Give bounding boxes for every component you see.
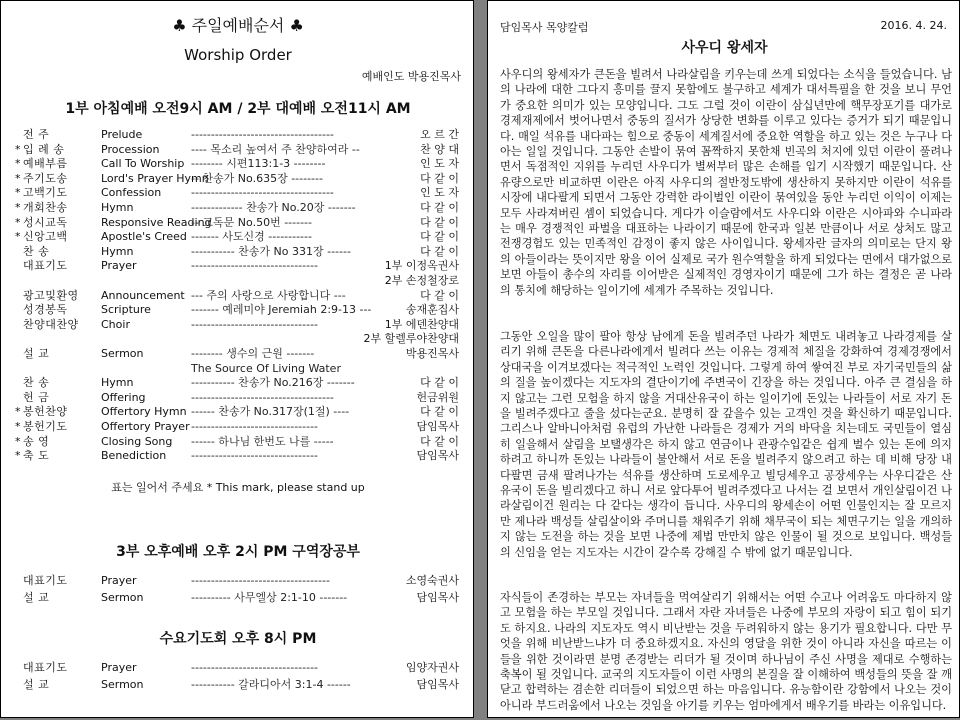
item-english: Offering xyxy=(101,390,146,404)
item-leader: 다 같 이 xyxy=(420,201,459,214)
item-detail: ----------- 찬송가 No 331장 ------ xyxy=(191,244,351,258)
order-row xyxy=(15,331,463,346)
item-detail: ---- 목소리 높여서 주 찬양하여라 -- xyxy=(191,142,360,156)
item-korean: 성경봉독 xyxy=(23,303,68,317)
order-row xyxy=(15,273,463,288)
item-english: Benediction xyxy=(101,449,167,463)
item-leader: 1부 이정옥권사 xyxy=(384,259,459,273)
item-english: Lord's Prayer Hymn xyxy=(101,171,209,185)
page-title: ♣ 주일예배순서 ♣ xyxy=(172,16,304,35)
order-row xyxy=(15,171,463,186)
column-paragraph: 사우디의 왕세자가 큰돈을 빌려서 나라살림을 키우는데 쓰게 되었다는 소식을 들었습니다. 남의 나라에 대한 그다지 흥미를 끌지 못함에도 불구하고 세계가 대서특필을 한 것을 보니 무언가 중요한 의미가 있는 모양입니다. 그도 그럴 것이 이란이 삼십년만에 핵무장포기를 대가로 경제재제에서 벗어나면서 중동의 질서가 상당한 변화를 이루고 있다는 증거가 되기 때문입니다. 매일 석유를 내다파는 힘으로 중동이 세계질서에 중요한 역할을 하고 있는 것은 누구나 다 아는 일일 것입니다. 그동안 손발이 묶여 꼼짝하지 못한채 빈곡의 처지에 있던 이란이 풀려나면서 독점적인 지위를 누리던 사우디가 별써부터 많은 손해를 입기 시작했기 때문입니다. 산유량으로만 비교하면 이란은 아직 사우디의 절반정도밖에 생산하지 못하지만 이란이 석유를 시장에 내다팔게 되면서 그동안 강력한 라이벌인 이란이 묶여있을 동안 누리던 이익이 이제는 모두 사라져버린 셈이 되었습니다. 게다가 이슬람에서도 사우디와 이란은 시아파와 수니파라는 매우 경쟁적인 파벌을 대표하는 나라이기 때문에 한국과 일본 만큼이나 서로 상처도 많고 전쟁경험도 있는 민족적인 감정이 좋지 않은 사이입니다. 왕세자란 글자의 의미로는 단지 왕의 아들이라는 뜻이지만 왕을 이어 실제로 국가 원수역할을 하게 되었다는 면에서 대가없으로 보면 아들이 총수의 자리를 이어받은 실제적인 경영자이기 때문에 그가 하는 결정은 곧 나라의 통치에 해당하는 일이기에 세계가 주목하는 것입니다. xyxy=(500,68,952,297)
item-leader: 다 같 이 xyxy=(420,244,459,258)
order-row xyxy=(15,419,463,434)
item-detail: -------------------------------- xyxy=(191,661,319,674)
order-row xyxy=(15,660,463,675)
stand-mark: * xyxy=(15,449,21,463)
item-english: Prayer xyxy=(101,259,137,273)
item-detail: -------- 생수의 근원 ------- xyxy=(191,347,315,360)
item-leader: 인 도 자 xyxy=(420,157,459,171)
order-row xyxy=(15,288,463,303)
stand-mark: * xyxy=(15,420,21,433)
order-row xyxy=(15,156,463,171)
stand-note: 표는 일어서 주세요 * This mark, please stand up xyxy=(111,481,365,494)
item-leader: 담임목사 xyxy=(416,449,459,463)
wednesday-service-heading: 수요기도회 오후 8시 PM xyxy=(159,631,317,647)
item-english: Offertory Prayer xyxy=(101,420,190,433)
item-korean: 개회찬송 xyxy=(23,201,68,214)
stand-mark: * xyxy=(15,171,21,185)
item-detail: ----------------------------------- xyxy=(191,574,330,587)
item-detail: The Source Of Living Water xyxy=(191,361,341,375)
order-row xyxy=(15,302,463,317)
item-korean: 전 주 xyxy=(23,128,50,141)
item-english: Offertory Hymn xyxy=(101,405,187,419)
order-row xyxy=(15,434,463,449)
item-leader: 인 도 자 xyxy=(420,186,459,200)
item-leader: 다 같 이 xyxy=(420,376,459,390)
order-row xyxy=(15,244,463,259)
item-leader: 담임목사 xyxy=(416,591,459,604)
item-english: Hymn xyxy=(101,376,134,390)
order-row xyxy=(15,573,463,588)
order-row xyxy=(15,185,463,200)
stand-mark: * xyxy=(15,142,21,156)
item-korean: 주기도송 xyxy=(23,171,68,185)
item-leader: 오 르 간 xyxy=(420,128,459,141)
order-row xyxy=(15,448,463,463)
stand-mark: * xyxy=(15,201,21,214)
item-leader: 2부 할렐루야찬양대 xyxy=(363,332,459,346)
item-detail: ----------- 갈라디아서 3:1-4 ------ xyxy=(191,678,351,691)
item-detail: ----------- 찬송가 No.216장 ------- xyxy=(191,376,355,390)
column-date: 2016. 4. 24. xyxy=(880,19,947,32)
item-detail: -------- 시편113:1-3 -------- xyxy=(191,157,326,171)
item-english: Apostle's Creed xyxy=(101,230,187,244)
worship-leader: 예배인도 박용진목사 xyxy=(361,70,461,83)
item-english: Call To Worship xyxy=(101,157,185,171)
item-leader: 1부 에덴찬양대 xyxy=(384,317,459,331)
item-leader: 2부 손정철장로 xyxy=(384,274,459,287)
item-korean: 신앙고백 xyxy=(23,230,68,244)
item-detail: -- 교독문 No.50번 ------- xyxy=(191,215,312,229)
item-korean: 찬 송 xyxy=(23,244,50,258)
item-leader: 박용진목사 xyxy=(405,347,459,360)
stand-mark: * xyxy=(15,157,21,171)
item-detail: -- 찬송가 No.635장 -------- xyxy=(191,171,323,185)
column-paragraph: 자식들이 존경하는 부모는 자녀들을 먹여살리기 위해서는 어떤 수고나 어려움도 마다하지 않고 모험을 하는 부모일 것입니다. 그래서 자란 자녀들은 나중에 부모의 자랑이 되고 힘이 되기도 하지요. 나라의 지도자도 역시 비난받는 것을 두려워하지 않는 용기가 필요합니다. 다만 무엇을 위해 비난받느냐가 더 중요하겠지요. 자신의 영달을 위한 것이 아니라 자신을 따르는 이들을 위한 것이라면 분명 존경받는 리더가 될 것이며 하나님이 주신 사명을 제대로 수행하는 축복이 될 것입니다. 교국의 지도자들이 이런 사명의 본질을 잘 이해하여 백성들의 뜻을 잘 깨닫고 합력하는 겸손한 리더들이 되었으면 하는 마음입니다. 유능함이란 강함에서 나오는 것이 아니라 부드러움에서 나오는 것임을 아기를 키우는 엄마에게서 배우기를 바라는 이유입니다. xyxy=(500,591,952,712)
item-detail: ------- 사도신경 ----------- xyxy=(191,230,312,244)
item-detail: ------ 하나님 한번도 나를 ----- xyxy=(191,434,334,448)
item-leader: 다 같 이 xyxy=(420,230,459,244)
item-detail: ------ 찬송가 No.317장(1절) ---- xyxy=(191,405,350,419)
item-leader: 소영숙권사 xyxy=(405,574,459,587)
item-detail: ---------- 사무엘상 2:1-10 ------- xyxy=(191,591,348,604)
item-detail: ------- 예레미야 Jeremiah 2:9-13 --- xyxy=(191,303,372,317)
item-detail: -------------------------------- xyxy=(191,259,319,273)
item-english: Announcement xyxy=(101,288,185,302)
item-korean: 대표기도 xyxy=(23,574,68,587)
item-leader: 담임목사 xyxy=(416,678,459,691)
column-name: 담임목사 목양칼럼 xyxy=(500,21,589,34)
worship-order-page xyxy=(0,0,474,718)
order-row xyxy=(15,215,463,230)
pastor-column-page xyxy=(487,0,960,718)
item-korean: 봉헌찬양 xyxy=(23,405,68,419)
item-english: Responsive Reading xyxy=(101,215,212,229)
order-row xyxy=(15,229,463,244)
item-english: Hymn xyxy=(101,201,134,214)
item-leader: 다 같 이 xyxy=(420,171,459,185)
item-korean: 예배부름 xyxy=(23,157,68,171)
item-detail: ------------------------------------ xyxy=(191,390,334,404)
item-korean: 찬 송 xyxy=(23,376,50,390)
item-korean: 설 교 xyxy=(23,678,50,691)
column-title: 사우디 왕세자 xyxy=(681,40,768,56)
order-row xyxy=(15,317,463,332)
item-korean: 광고및환영 xyxy=(23,288,79,302)
order-row xyxy=(15,346,463,361)
item-leader: 다 같 이 xyxy=(420,288,459,302)
item-korean: 설 교 xyxy=(23,591,50,604)
order-row xyxy=(15,361,463,376)
order-row xyxy=(15,375,463,390)
item-korean: 축 도 xyxy=(23,449,50,463)
afternoon-service-heading: 3부 오후예배 오후 2시 PM 구역장공부 xyxy=(116,544,360,560)
item-korean: 찬양대찬양 xyxy=(23,317,79,331)
item-korean: 봉헌기도 xyxy=(23,420,68,433)
item-korean: 고백기도 xyxy=(23,186,68,200)
item-english: Closing Song xyxy=(101,434,173,448)
item-leader: 찬 양 대 xyxy=(420,142,459,156)
stand-mark: * xyxy=(15,215,21,229)
item-korean: 대표기도 xyxy=(23,259,68,273)
item-english: Prayer xyxy=(101,661,137,674)
order-row xyxy=(15,590,463,605)
order-row xyxy=(15,142,463,157)
item-leader: 다 같 이 xyxy=(420,405,459,419)
item-leader: 송재훈집사 xyxy=(405,303,459,317)
item-detail: ------------------------------------ xyxy=(191,186,334,200)
item-english: Scripture xyxy=(101,303,151,317)
page-subtitle: Worship Order xyxy=(184,46,292,64)
item-english: Sermon xyxy=(101,347,144,360)
stand-mark: * xyxy=(15,405,21,419)
item-detail: -------------------------------- xyxy=(191,420,319,433)
item-detail: -------------------------------- xyxy=(191,449,319,463)
order-row xyxy=(15,404,463,419)
item-leader: 임양자권사 xyxy=(405,661,459,674)
item-korean: 입 례 송 xyxy=(23,142,65,156)
item-leader: 헌금위원 xyxy=(416,390,459,404)
item-leader: 다 같 이 xyxy=(420,215,459,229)
item-korean: 헌 금 xyxy=(23,390,50,404)
order-row xyxy=(15,390,463,405)
item-detail: ------------------------------------ xyxy=(191,128,334,141)
stand-mark: * xyxy=(15,230,21,244)
order-row xyxy=(15,200,463,215)
order-row xyxy=(15,127,463,142)
item-english: Prayer xyxy=(101,574,137,587)
item-english: Hymn xyxy=(101,244,134,258)
morning-service-heading: 1부 아침예배 오전9시 AM / 2부 대예배 오전11시 AM xyxy=(65,101,411,117)
item-korean: 성시교독 xyxy=(23,215,68,229)
item-detail: --- 주의 사랑으로 사랑합니다 --- xyxy=(191,288,346,302)
item-detail: ------------- 찬송가 No.20장 ------- xyxy=(191,201,356,214)
item-english: Sermon xyxy=(101,678,144,691)
column-paragraph: 그동안 오일을 많이 팔아 항상 남에게 돈을 빌려주던 나라가 체면도 내려놓고 나라경제를 살리기 위해 큰돈을 다른나라에게서 빌려다 쓰는 이유는 경제적 체질을 강화하여 경제경쟁에서 상대국을 이겨보겠다는 적극적인 노력인 것입니다. 그렇게 하여 쌓여진 부로 자기국민들의 삶의 질을 높이겠다는 지도자의 결단이기에 주변국이 긴장을 하는 것입니다. 아주 큰 결심을 하지 않고는 그런 모험을 하지 않을 거대산유국이 하는 일이기에 돈있는 나라들이 서로 자기 돈을 빌려주겠다고 줄을 섰다는군요. 분명히 잘 갚을수 있는 고객인 것을 확신하기 때문입니다. 그리스나 알바니아처럼 유럽의 가난한 나라들은 경제가 거의 바닥을 치는데도 국민들이 열심히 일을해서 살림을 보탤생각은 하지 않고 연금이나 관광수입같은 쉽게 벌수 있는 돈에 의지하려고 하니까 돈있는 나라들이 불안해서 서로 돈을 빌려주지 않으려고 하는 데 비해 당장 내다팔면 금새 팔려나가는 석유를 생산하며 도로세우고 빌딩세우고 공장세우는 사우디같은 산유국이 돈을 빌리겠다고 하니 서로 앞다투어 빌려주겠다고 나서는 걸 보면서 개인살림이건 나라살림이건 원리는 다 같다는 생각이 듭니다. 사우디의 왕세손이 어떤 인물인지는 잘 모르지만 제나라 백성들 살림살이와 주머니를 채워주기 위해 채무국이 되는 체면구기는 일을 개의하지 않는 도전을 하는 것을 보면 나중에 제법 만만치 않은 인물이 될 것으로 보입니다. 백성들의 신임을 얻는 지도자는 시간이 갈수록 강해질 수 밖에 없기 때문입니다. xyxy=(500,330,952,559)
stand-mark: * xyxy=(15,186,21,200)
item-detail: -------------------------------- xyxy=(191,317,319,331)
item-korean: 송 영 xyxy=(23,434,50,448)
item-english: Choir xyxy=(101,317,130,331)
item-english: Prelude xyxy=(101,128,143,141)
item-leader: 담임목사 xyxy=(416,420,459,433)
item-english: Procession xyxy=(101,142,160,156)
item-leader: 다 같 이 xyxy=(420,434,459,448)
item-english: Sermon xyxy=(101,591,144,604)
order-row xyxy=(15,258,463,273)
stand-mark: * xyxy=(15,434,21,448)
item-english: Confession xyxy=(101,186,162,200)
item-korean: 대표기도 xyxy=(23,661,68,674)
order-row xyxy=(15,677,463,692)
item-korean: 설 교 xyxy=(23,347,50,360)
